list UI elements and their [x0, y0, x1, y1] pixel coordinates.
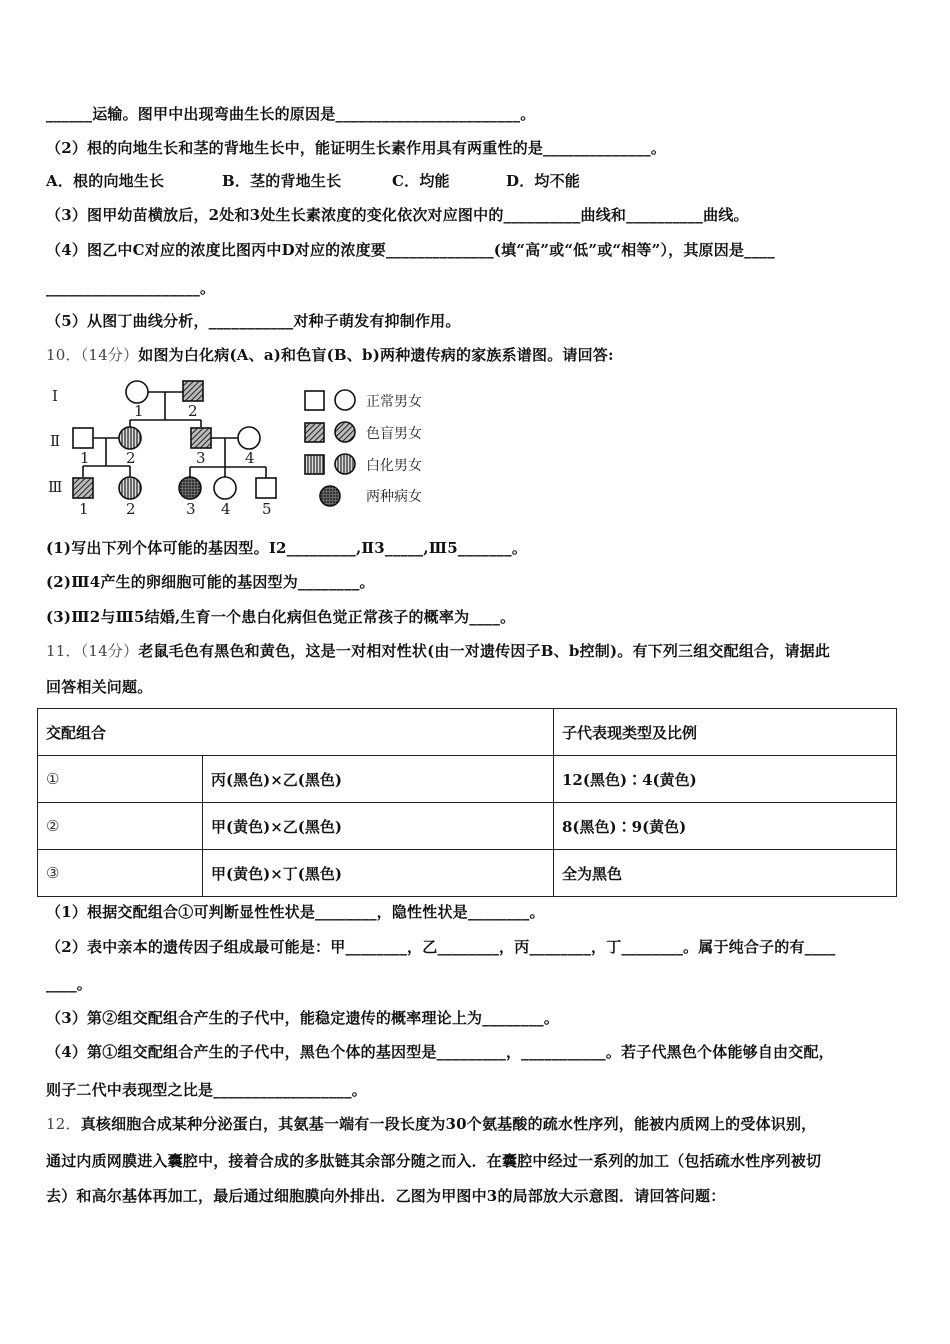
header-offspring: 子代表现类型及比例	[554, 709, 897, 756]
legend-both: 两种病女	[366, 489, 422, 505]
legend-normal: 正常男女	[366, 394, 422, 410]
svg-text:4: 4	[221, 500, 231, 518]
q12-number: 12．	[46, 1115, 81, 1133]
row-cross: 甲(黄色)×丁(黑色)	[203, 850, 554, 897]
q12-line2: 通过内质网膜进入囊腔中，接着合成的多肽链其余部分随之而入．在囊腔中经过一系列的加工（包括疏水性序列被切	[46, 1152, 822, 1170]
q11-stem-text: 老鼠毛色有黑色和黄色，这是一对相对性状(由一对遗传因子B、b控制)。有下列三组交配组合，请据此	[138, 642, 831, 660]
q11-stem-line2: 回答相关问题。	[46, 678, 153, 696]
legend-colorblind: 色盲男女	[366, 426, 422, 442]
row-cross: 丙(黑色)×乙(黑色)	[203, 756, 554, 803]
q9-option-b: B．茎的背地生长	[222, 172, 342, 190]
row-offspring: 8(黑色)∶9(黄色)	[554, 803, 897, 850]
svg-text:4: 4	[245, 449, 255, 467]
svg-text:1: 1	[79, 500, 89, 518]
pedigree-legend	[305, 390, 422, 506]
svg-text:2: 2	[126, 500, 136, 518]
q9-option-a: A．根的向地生长	[46, 172, 165, 190]
q9-transport-line: ______运输。图甲中出现弯曲生长的原因是________________________。	[46, 105, 536, 123]
svg-text:1: 1	[134, 402, 144, 420]
q10-stem	[46, 345, 614, 365]
row-index: ②	[38, 803, 203, 850]
row-cross: 甲(黄色)×乙(黑色)	[203, 803, 554, 850]
svg-text:3: 3	[186, 500, 196, 518]
svg-text:1: 1	[80, 449, 90, 467]
row-offspring: 12(黑色)∶4(黄色)	[554, 756, 897, 803]
q9-sub4-line2: ____________________。	[46, 279, 216, 297]
q9-sub4-line1: （4）图乙中C对应的浓度比图丙中D对应的浓度要______________(填“高”或“低”或“相等”），其原因是____	[46, 241, 775, 259]
row-index: ③	[38, 850, 203, 897]
q11-sub3: （3）第②组交配组合产生的子代中，能稳定遗传的概率理论上为________。	[46, 1009, 560, 1027]
q12-line1	[46, 1114, 816, 1134]
q9-option-d: D．均不能	[506, 172, 581, 190]
q10-sub2: (2)Ⅲ4产生的卵细胞可能的基因型为________。	[46, 573, 375, 591]
q10-sub1: (1)写出下列个体可能的基因型。Ⅰ2_________,Ⅱ3_____,Ⅲ5_______。	[46, 539, 528, 557]
q11-stem-line1	[46, 641, 830, 661]
gen-label-II: Ⅱ	[50, 432, 61, 450]
q9-sub2: （2）根的向地生长和茎的背地生长中，能证明生长素作用具有两重性的是______________。	[46, 139, 667, 157]
q11-sub2-line2: ____。	[46, 975, 93, 993]
q12-text-line1: 真核细胞合成某种分泌蛋白，其氨基一端有一段长度为30个氨基酸的疏水性序列，能被内质网上的受体识别，	[80, 1115, 817, 1133]
q11-sub2-line1: （2）表中亲本的遗传因子组成最可能是：甲________，乙________，丙________，丁________。属于纯合子的有____	[46, 938, 836, 956]
svg-text:2: 2	[126, 449, 136, 467]
q10-number: 10．（14分）	[46, 346, 139, 364]
q10-sub3: (3)Ⅲ2与Ⅲ5结婚,生育一个患白化病但色觉正常孩子的概率为____。	[46, 608, 516, 626]
table-row	[38, 803, 897, 850]
q11-number: 11．（14分）	[46, 642, 139, 660]
legend-albino: 白化男女	[366, 458, 422, 474]
svg-text:2: 2	[188, 402, 198, 420]
q11-sub4-line1: （4）第①组交配组合产生的子代中，黑色个体的基因型是_________，___________。若子代黑色个体能够自由交配，	[46, 1043, 834, 1061]
svg-text:5: 5	[262, 500, 272, 518]
cross-table	[37, 708, 897, 897]
table-row	[38, 850, 897, 897]
row-index: ①	[38, 756, 203, 803]
pedigree-chart	[40, 370, 440, 520]
q11-sub4-line2: 则子二代中表现型之比是__________________。	[46, 1081, 368, 1099]
q10-stem-text: 如图为白化病(A、a)和色盲(B、b)两种遗传病的家族系谱图。请回答:	[138, 346, 614, 364]
gen-label-III: Ⅲ	[48, 478, 63, 496]
header-cross: 交配组合	[38, 709, 554, 756]
svg-text:3: 3	[196, 449, 206, 467]
q9-sub3: （3）图甲幼苗横放后，2处和3处生长素浓度的变化依次对应图中的__________曲线和__________曲线。	[46, 206, 749, 224]
q12-line3: 去）和高尔基体再加工，最后通过细胞膜向外排出．乙图为甲图中3的局部放大示意图．请回答问题：	[46, 1187, 726, 1205]
q11-sub1: （1）根据交配组合①可判断显性性状是________，隐性性状是________。	[46, 903, 545, 921]
row-offspring: 全为黑色	[554, 850, 897, 897]
q9-sub5: （5）从图丁曲线分析，___________对种子萌发有抑制作用。	[46, 312, 461, 330]
gen-label-I: Ⅰ	[52, 387, 58, 405]
table-header-row	[38, 709, 897, 756]
table-row	[38, 756, 897, 803]
q9-option-c: C．均能	[392, 172, 450, 190]
